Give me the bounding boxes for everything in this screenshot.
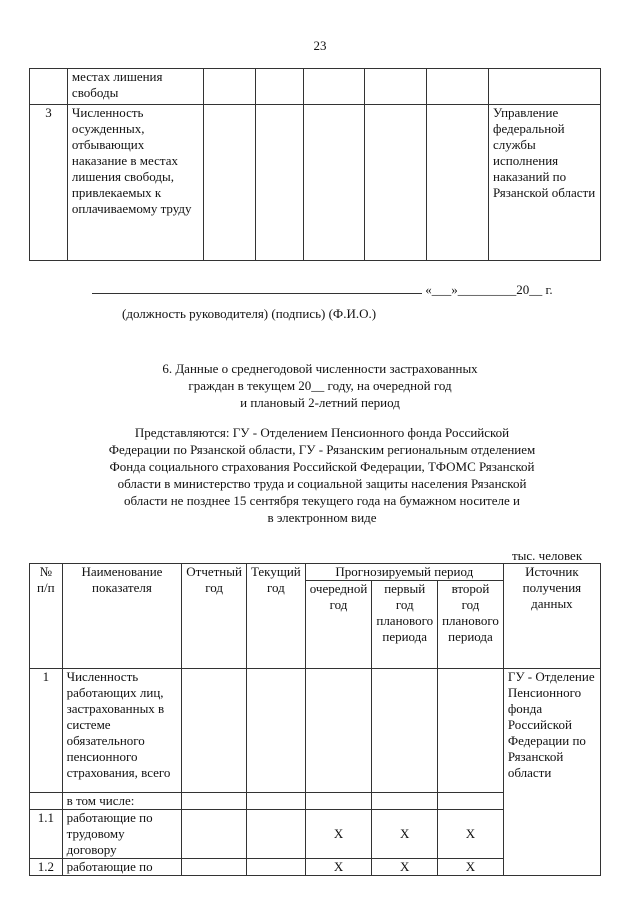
data-table <box>29 563 601 876</box>
x-mark: X <box>438 859 504 876</box>
table-row <box>30 669 601 793</box>
signature-caption: (должность руководителя) (подпись) (Ф.И.О.) <box>122 306 377 321</box>
table-row <box>30 105 601 261</box>
paragraph-line: области в министерство труда и социальной защиты населения Рязанской <box>117 476 527 491</box>
signature-date: «___»_________20__ г. <box>425 282 553 297</box>
row-number: 3 <box>30 105 68 261</box>
source-cell: ГУ - Отделение Пенсионного фонда Российской Федерации по Рязанской области <box>503 669 600 876</box>
paragraph-line: Федерации по Рязанской области, ГУ - Рязанским региональным отделением <box>108 442 536 457</box>
row-number: 1.1 <box>30 810 63 859</box>
indicator-cell: Численность осужденных, отбывающих наказание в местах лишения свободы, привлекаемых к оплачиваемому труду <box>67 105 203 261</box>
col-header-name: Наименование показателя <box>62 564 182 669</box>
indicator-cell: работающие по трудовому договору <box>62 810 182 859</box>
section-title <box>0 360 640 411</box>
col-header-second: второй год планового периода <box>438 581 504 669</box>
presented-paragraph <box>72 424 572 526</box>
row-number: 1.2 <box>30 859 63 876</box>
units-label: тыс. человек <box>512 548 583 563</box>
col-header-num: № п/п <box>30 564 63 669</box>
paragraph-line: области не позднее 15 сентября текущего года на бумажном носителе и <box>124 493 520 508</box>
col-header-report: Отчетный год <box>182 564 247 669</box>
col-header-first: первый год планового периода <box>372 581 438 669</box>
signature-blank <box>92 281 422 294</box>
indicator-cell: работающие по <box>62 859 182 876</box>
section-title-line: и плановый 2-летний период <box>240 395 400 410</box>
x-mark: X <box>305 810 372 859</box>
signature-line <box>92 281 572 298</box>
header-row <box>30 564 601 581</box>
source-cell: Управление федеральной службы исполнения наказаний по Рязанской области <box>489 105 601 261</box>
x-mark: X <box>438 810 504 859</box>
col-header-current: Текущий год <box>246 564 305 669</box>
col-header-source: Источник получения данных <box>503 564 600 669</box>
x-mark: X <box>305 859 372 876</box>
section-title-line: 6. Данные о среднегодовой численности застрахованных <box>162 361 478 376</box>
col-header-next: очередной год <box>305 581 372 669</box>
including-cell: в том числе: <box>62 793 182 810</box>
top-table <box>29 68 601 261</box>
section-title-line: граждан в текущем 20__ году, на очередной год <box>188 378 452 393</box>
x-mark: X <box>372 810 438 859</box>
x-mark: X <box>372 859 438 876</box>
indicator-cell: местах лишения свободы <box>67 69 203 105</box>
page-number: 23 <box>313 38 327 53</box>
paragraph-line: Фонда социального страхования Российской Федерации, ТФОМС Рязанской <box>109 459 535 474</box>
table-row <box>30 69 601 105</box>
row-number: 1 <box>30 669 63 793</box>
col-header-forecast: Прогнозируемый период <box>305 564 503 581</box>
paragraph-line: в электронном виде <box>267 510 377 525</box>
indicator-cell: Численность работающих лиц, застрахованных в системе обязательного пенсионного страхования, всего <box>62 669 182 793</box>
paragraph-line: Представляются: ГУ - Отделением Пенсионного фонда Российской <box>134 425 510 440</box>
